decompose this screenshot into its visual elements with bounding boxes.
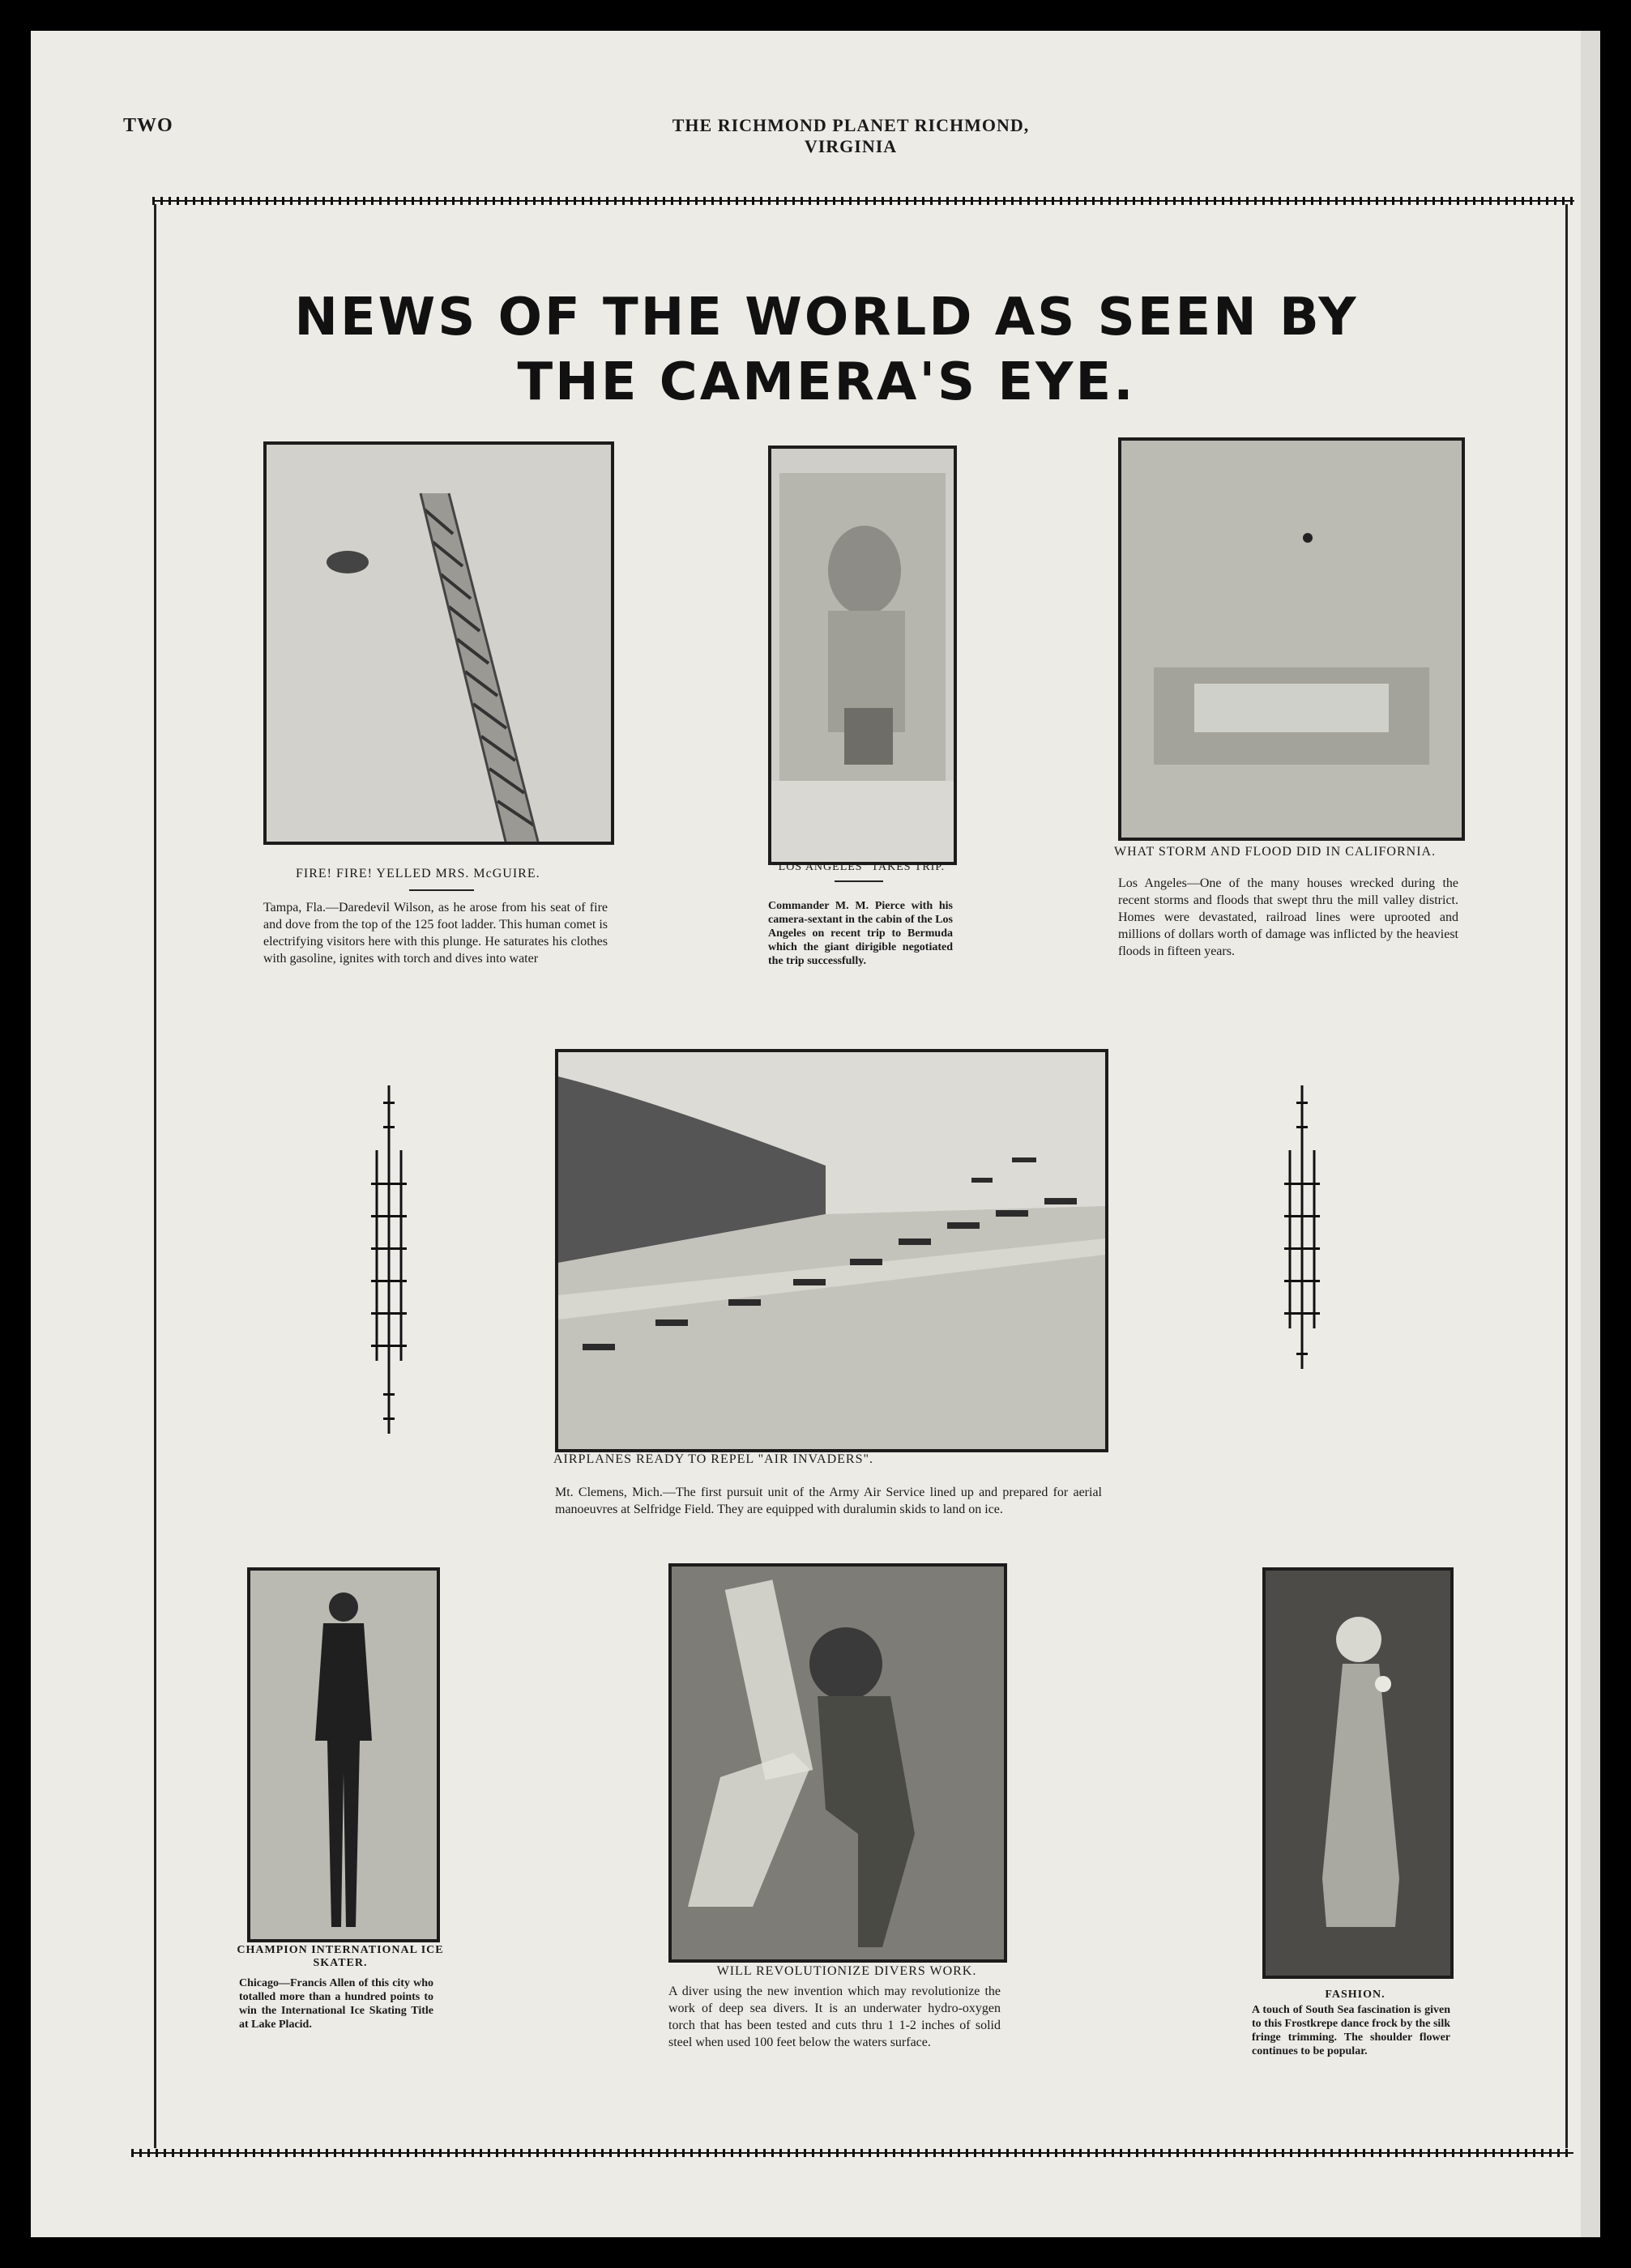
fire-caption-title: FIRE! FIRE! YELLED MRS. McGUIRE.	[296, 867, 540, 880]
storm-caption-body: Los Angeles—One of the many houses wrecked during the recent storms and floods that swept thru the mill valley district. Homes were devastated, railroad lines were uprooted and millions of dollars worth of damage was inflicted by the heaviest floods in fifteen years.	[1118, 876, 1458, 958]
photo-skater	[247, 1567, 440, 1942]
fashion-image	[1266, 1571, 1450, 1976]
storm-house-image	[1121, 441, 1462, 838]
photo-diver	[668, 1563, 1007, 1963]
fire-caption-body: Tampa, Fla.—Daredevil Wilson, as he arose from his seat of fire and dove from the top of the 125 foot ladder. This human comet is electrifying visitors here with this plunge. He saturates his clothes with gasoline, ignites with torch and dives into water	[263, 901, 608, 966]
headline-line-2: THE CAMERA'S EYE.	[517, 352, 1136, 412]
divers-caption-body: A diver using the new invention which may revolutionize the work of deep sea divers. It is an underwater hydro-oxygen torch that has been tested and cuts thru 1 1-2 inches of solid steel when used 100 feet below the waters surface.	[668, 1985, 1001, 2049]
storm-caption-title: WHAT STORM AND FLOOD DID IN CALIFORNIA.	[1114, 845, 1437, 859]
ornament-left	[369, 1085, 409, 1434]
masthead: THE RICHMOND PLANET RICHMOND, VIRGINIA	[672, 115, 1030, 156]
headline-line-1: NEWS OF THE WORLD AS SEEN BY	[294, 288, 1359, 347]
fashion-caption-title: FASHION.	[1325, 1989, 1385, 2001]
los-angeles-image	[771, 449, 954, 862]
page-number: TWO	[123, 115, 173, 136]
frame-left-border	[154, 204, 156, 2148]
ornament-right	[1282, 1085, 1322, 1369]
airplanes-caption-title: AIRPLANES READY TO REPEL "AIR INVADERS".	[553, 1452, 874, 1466]
fire-ladder-image	[267, 445, 611, 842]
caption-divider	[409, 889, 474, 891]
page-edge-shadow	[1581, 31, 1600, 2237]
airplanes-image	[558, 1052, 1105, 1449]
fashion-caption-body: A touch of South Sea fascination is given to this Frostkrepe dance frock by the silk fringe trimming. The shoulder flower continues to be popular.	[1252, 2004, 1450, 2057]
photo-los-angeles-cabin	[768, 446, 957, 865]
skater-image	[250, 1571, 437, 1939]
diver-image	[672, 1567, 1004, 1959]
frame-right-border	[1565, 204, 1568, 2148]
los-angeles-caption-title: "LOS ANGELES" TAKES TRIP.	[772, 861, 946, 873]
photo-fire-ladder	[263, 441, 614, 845]
photo-storm-house	[1118, 437, 1465, 841]
photo-airplanes	[555, 1049, 1108, 1452]
bottom-ornamental-rule	[131, 2149, 1573, 2157]
airplanes-caption-body: Mt. Clemens, Mich.—The first pursuit unit of the Army Air Service lined up and prepared for aerial manoeuvres at Selfridge Field. They are equipped with duralumin skids to land on ice.	[555, 1486, 1102, 1516]
photo-fashion	[1262, 1567, 1454, 1979]
skater-caption-title: CHAMPION INTERNATIONAL ICE SKATER.	[237, 1944, 444, 1969]
divers-caption-title: WILL REVOLUTIONIZE DIVERS WORK.	[716, 1964, 977, 1978]
caption-divider	[835, 880, 883, 882]
skater-caption-body: Chicago—Francis Allen of this city who totalled more than a hundred points to win the International Ice Skating Title at Lake Placid.	[239, 1977, 433, 2031]
top-ornamental-rule	[152, 197, 1574, 205]
los-angeles-caption-body: Commander M. M. Pierce with his camera-sextant in the cabin of the Los Angeles on recent trip to Bermuda which the giant dirigible negotiated the trip successfully.	[768, 900, 953, 967]
